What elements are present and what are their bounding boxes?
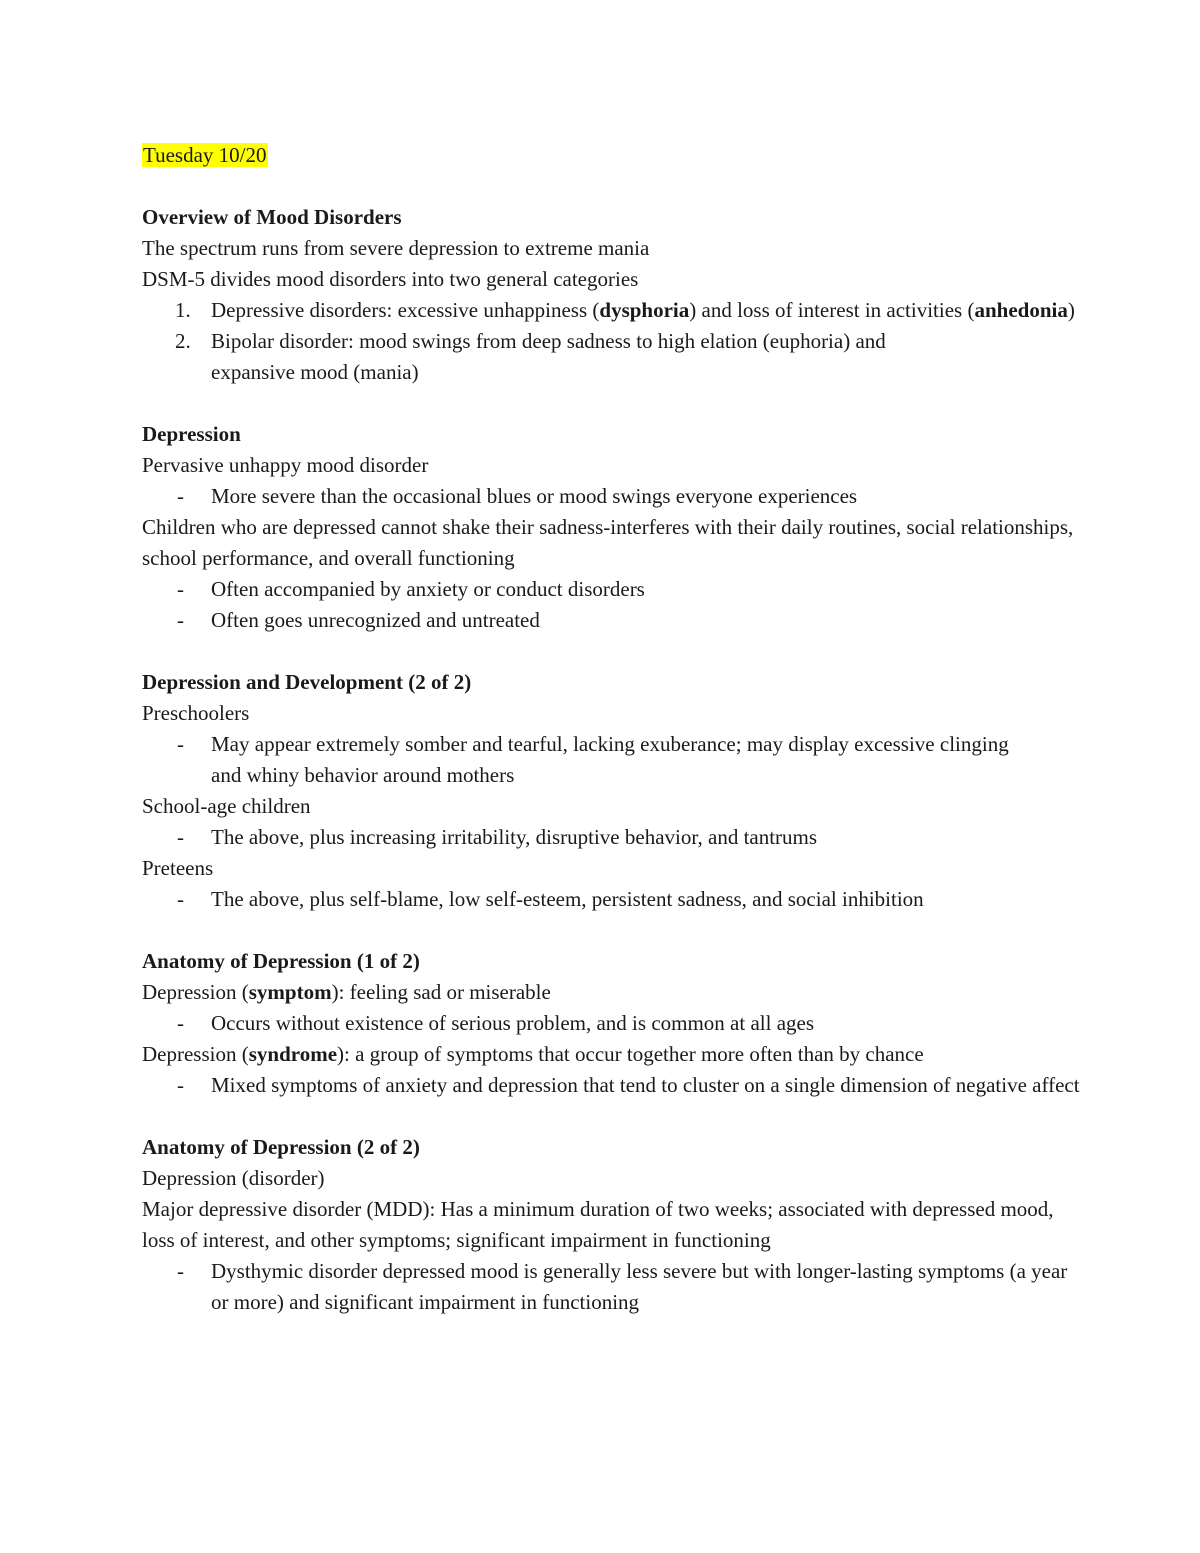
dash-marker: - bbox=[177, 887, 184, 911]
dash-marker: - bbox=[177, 825, 184, 849]
dash-marker: - bbox=[177, 484, 184, 508]
dash-marker: - bbox=[177, 732, 184, 756]
heading-anatomy-1: Anatomy of Depression (1 of 2) bbox=[142, 949, 420, 973]
item-text: May appear extremely somber and tearful, lacking exuberance; may display excessive clinging and whiny behavior around mothers bbox=[211, 732, 1009, 787]
term-syndrome: syndrome bbox=[248, 1042, 338, 1066]
heading-depression: Depression bbox=[142, 422, 241, 446]
item-text: Dysthymic disorder depressed mood is generally less severe but with longer-lasting symptoms (a year or more) and significant impairment in functioning bbox=[211, 1259, 1068, 1314]
item-text: Often goes unrecognized and untreated bbox=[211, 608, 540, 632]
bullet-item bbox=[142, 1008, 1082, 1039]
list-number: 2. bbox=[175, 329, 191, 353]
dash-marker: - bbox=[177, 1259, 184, 1283]
item-text: More severe than the occasional blues or mood swings everyone experiences bbox=[211, 484, 858, 508]
term-symptom: symptom bbox=[248, 980, 332, 1004]
paragraph: Children who are depressed cannot shake their sadness-interferes with their daily routines, social relationships, school performance, and overall functioning bbox=[142, 515, 1074, 570]
text-run: ): a group of symptoms that occur together more often than by chance bbox=[337, 1042, 924, 1066]
paragraph: Major depressive disorder (MDD): Has a minimum duration of two weeks; associated with depressed mood, loss of interest, and other symptoms; significant impairment in functioning bbox=[142, 1197, 1054, 1252]
item-text: Bipolar disorder: mood swings from deep sadness to high elation (euphoria) and expansive mood (mania) bbox=[211, 329, 886, 384]
item-text: The above, plus self-blame, low self-esteem, persistent sadness, and social inhibition bbox=[211, 887, 924, 911]
text-run: Depression ( bbox=[142, 1042, 249, 1066]
dash-marker: - bbox=[177, 1073, 184, 1097]
group-label: Preschoolers bbox=[142, 701, 250, 725]
document-body bbox=[142, 140, 1082, 1318]
heading-development: Depression and Development (2 of 2) bbox=[142, 670, 472, 694]
bullet-item bbox=[142, 574, 1082, 605]
spacer bbox=[142, 388, 1082, 419]
paragraph: Depression (disorder) bbox=[142, 1166, 325, 1190]
spacer bbox=[142, 171, 1082, 202]
group-label: School-age children bbox=[142, 794, 311, 818]
numbered-item bbox=[142, 326, 1082, 388]
term-dysphoria: dysphoria bbox=[599, 298, 690, 322]
date-line bbox=[142, 140, 1082, 171]
bullet-item bbox=[142, 729, 1082, 791]
bullet-item bbox=[142, 1256, 1082, 1318]
item-text: The above, plus increasing irritability, disruptive behavior, and tantrums bbox=[211, 825, 818, 849]
spacer bbox=[142, 636, 1082, 667]
item-text: Mixed symptoms of anxiety and depression that tend to cluster on a single dimension of negative affect bbox=[211, 1073, 1080, 1097]
dash-marker: - bbox=[177, 577, 184, 601]
item-text: ) bbox=[1067, 298, 1075, 322]
heading-anatomy-2: Anatomy of Depression (2 of 2) bbox=[142, 1135, 420, 1159]
bullet-item bbox=[142, 822, 1082, 853]
item-text: Often accompanied by anxiety or conduct disorders bbox=[211, 577, 645, 601]
paragraph bbox=[142, 977, 1082, 1008]
group-label: Preteens bbox=[142, 856, 214, 880]
item-text: Occurs without existence of serious problem, and is common at all ages bbox=[211, 1011, 815, 1035]
bullet-item bbox=[142, 605, 1082, 636]
text-run: ): feeling sad or miserable bbox=[331, 980, 551, 1004]
paragraph: Pervasive unhappy mood disorder bbox=[142, 453, 429, 477]
dash-marker: - bbox=[177, 1011, 184, 1035]
numbered-item bbox=[142, 295, 1082, 326]
bullet-item bbox=[142, 1070, 1082, 1101]
bullet-item bbox=[142, 884, 1082, 915]
paragraph: DSM-5 divides mood disorders into two general categories bbox=[142, 267, 639, 291]
paragraph bbox=[142, 1039, 1082, 1070]
item-text: Depressive disorders: excessive unhappiness ( bbox=[211, 298, 600, 322]
spacer bbox=[142, 1101, 1082, 1132]
term-anhedonia: anhedonia bbox=[974, 298, 1068, 322]
item-text: ) and loss of interest in activities ( bbox=[689, 298, 975, 322]
paragraph: The spectrum runs from severe depression to extreme mania bbox=[142, 236, 650, 260]
dash-marker: - bbox=[177, 608, 184, 632]
date-highlight: Tuesday 10/20 bbox=[143, 143, 267, 167]
text-run: Depression ( bbox=[142, 980, 249, 1004]
bullet-item bbox=[142, 481, 1082, 512]
spacer bbox=[142, 915, 1082, 946]
heading-overview: Overview of Mood Disorders bbox=[142, 205, 402, 229]
list-number: 1. bbox=[175, 298, 191, 322]
